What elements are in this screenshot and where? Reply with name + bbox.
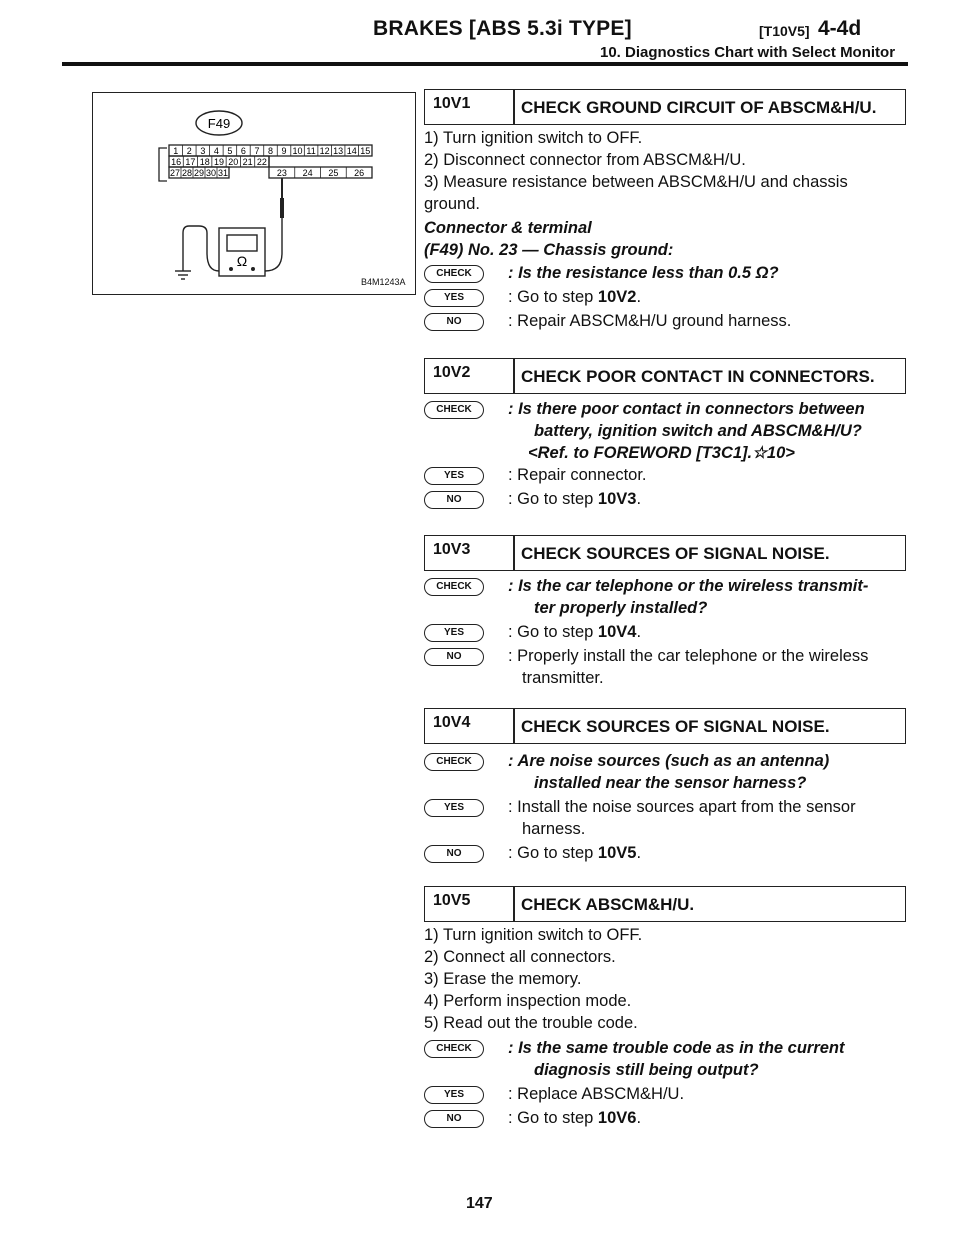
probe xyxy=(280,198,284,218)
page-subtitle: 10. Diagnostics Chart with Select Monitor xyxy=(600,44,896,61)
pin-number: 25 xyxy=(328,168,339,178)
step-number: 10V3 xyxy=(433,541,471,558)
pin-number: 31 xyxy=(217,168,229,178)
check-badge: CHECK xyxy=(424,753,484,771)
step-header xyxy=(424,89,906,125)
instruction: 2) Connect all connectors. xyxy=(424,948,616,966)
pin-number: 21 xyxy=(242,157,253,167)
instruction: 1) Turn ignition switch to OFF. xyxy=(424,926,643,944)
no-badge: NO xyxy=(424,313,484,331)
step-title: CHECK GROUND CIRCUIT OF ABSCM&H/U. xyxy=(521,98,877,117)
step-number: 10V4 xyxy=(433,714,471,731)
pin-number: 20 xyxy=(228,157,239,167)
check-question: : Is the car telephone or the wireless transmit- xyxy=(508,577,869,595)
connector-pins xyxy=(170,145,372,178)
step-title: CHECK POOR CONTACT IN CONNECTORS. xyxy=(521,367,875,386)
pin-number: 12 xyxy=(319,146,330,156)
pin-number: 22 xyxy=(256,157,267,167)
check-question: : Is there poor contact in connectors between xyxy=(508,400,865,418)
header-rule xyxy=(62,62,908,66)
pin-number: 29 xyxy=(193,168,205,178)
yes-badge: YES xyxy=(424,624,484,642)
instruction: 4) Perform inspection mode. xyxy=(424,992,632,1010)
yes-answer: : Repair connector. xyxy=(508,466,647,484)
step-10v2 xyxy=(424,358,906,528)
step-number: 10V5 xyxy=(433,892,471,909)
pin-number: 15 xyxy=(360,146,371,156)
connector-terminal: (F49) No. 23 — Chassis ground: xyxy=(424,241,674,259)
step-header xyxy=(424,886,906,922)
pin-number: 4 xyxy=(213,146,219,156)
page-number: 147 xyxy=(466,1195,493,1212)
connector-diagram-svg xyxy=(93,93,415,294)
yes-answer: : Replace ABSCM&H/U. xyxy=(508,1085,685,1103)
pin-number: 28 xyxy=(181,168,193,178)
step-title: CHECK ABSCM&H/U. xyxy=(521,895,695,914)
no-answer: : Go to step 10V3. xyxy=(508,490,642,508)
step-number: 10V1 xyxy=(433,95,471,112)
pin-number: 6 xyxy=(240,146,246,156)
check-question: battery, ignition switch and ABSCM&H/U? xyxy=(534,422,862,440)
step-header xyxy=(424,535,906,571)
pin-number: 1 xyxy=(173,146,179,156)
pin-number: 27 xyxy=(169,168,181,178)
pin-number: 16 xyxy=(171,157,182,167)
check-badge: CHECK xyxy=(424,265,484,283)
check-question: : Are noise sources (such as an antenna) xyxy=(508,752,830,770)
step-number: 10V2 xyxy=(433,364,471,381)
no-badge: NO xyxy=(424,648,484,666)
pin-number: 2 xyxy=(186,146,192,156)
instruction: ground. xyxy=(424,195,480,213)
pin-number: 8 xyxy=(267,146,274,156)
ohmmeter xyxy=(175,218,282,279)
instruction: 1) Turn ignition switch to OFF. xyxy=(424,129,643,147)
check-question: : Is the same trouble code as in the current xyxy=(508,1039,845,1057)
pin-number: 17 xyxy=(185,157,196,167)
yes-badge: YES xyxy=(424,1086,484,1104)
step-10v5 xyxy=(424,886,906,1156)
pin-number: 18 xyxy=(199,157,210,167)
connector-label: F49 xyxy=(207,116,231,131)
yes-badge: YES xyxy=(424,467,484,485)
step-10v4 xyxy=(424,708,906,868)
pin-number: 23 xyxy=(276,168,287,178)
check-question: installed near the sensor harness? xyxy=(534,774,807,792)
pin-number: 9 xyxy=(281,146,287,156)
pin-number: 26 xyxy=(354,168,365,178)
ohm-symbol: Ω xyxy=(236,253,248,269)
section-number: 4-4d xyxy=(818,17,862,40)
check-badge: CHECK xyxy=(424,578,484,596)
connector-heading: Connector & terminal xyxy=(424,219,592,237)
yes-answer: : Go to step 10V2. xyxy=(508,288,642,306)
pin-number: 7 xyxy=(254,146,260,156)
pin-number: 13 xyxy=(333,146,344,156)
step-header xyxy=(424,358,906,394)
no-answer: : Properly install the car telephone or the wireless xyxy=(508,647,869,665)
instruction: 5) Read out the trouble code. xyxy=(424,1014,638,1032)
pin-number: 24 xyxy=(302,168,313,178)
figure-ref: B4M1243A xyxy=(361,277,406,287)
check-badge: CHECK xyxy=(424,401,484,419)
pin-number: 3 xyxy=(200,146,206,156)
yes-answer: : Go to step 10V4. xyxy=(508,623,642,641)
instruction: 2) Disconnect connector from ABSCM&H/U. xyxy=(424,151,746,169)
check-question: : Is the resistance less than 0.5 Ω? xyxy=(508,264,779,282)
no-answer: : Repair ABSCM&H/U ground harness. xyxy=(508,312,792,330)
step-header xyxy=(424,708,906,744)
pin-number: 11 xyxy=(306,146,316,156)
pin-number: 30 xyxy=(205,168,217,178)
no-answer: : Go to step 10V5. xyxy=(508,844,642,862)
yes-badge: YES xyxy=(424,289,484,307)
no-badge: NO xyxy=(424,845,484,863)
no-badge: NO xyxy=(424,1110,484,1128)
yes-answer: : Install the noise sources apart from the sensor xyxy=(508,798,856,816)
no-badge: NO xyxy=(424,491,484,509)
pin-number: 10 xyxy=(292,146,303,156)
pin-number: 19 xyxy=(213,157,225,167)
header-code: [T10V5] xyxy=(759,23,810,39)
pin-number: 5 xyxy=(227,146,233,156)
page-title: BRAKES [ABS 5.3i TYPE] xyxy=(373,17,632,40)
check-question: ter properly installed? xyxy=(534,599,708,617)
no-answer: : Go to step 10V6. xyxy=(508,1109,642,1127)
step-title: CHECK SOURCES OF SIGNAL NOISE. xyxy=(521,544,830,563)
instruction: 3) Measure resistance between ABSCM&H/U and chassis xyxy=(424,173,848,191)
yes-badge: YES xyxy=(424,799,484,817)
reference: <Ref. to FOREWORD [T3C1].☆10> xyxy=(528,444,795,462)
step-10v3 xyxy=(424,535,906,695)
instruction: 3) Erase the memory. xyxy=(424,970,582,988)
no-answer: transmitter. xyxy=(522,669,604,687)
check-badge: CHECK xyxy=(424,1040,484,1058)
step-title: CHECK SOURCES OF SIGNAL NOISE. xyxy=(521,717,830,736)
check-question: diagnosis still being output? xyxy=(534,1061,759,1079)
step-10v1 xyxy=(424,89,906,349)
yes-answer: harness. xyxy=(522,820,586,838)
pin-number: 14 xyxy=(346,146,357,156)
connector-diagram xyxy=(92,92,416,295)
